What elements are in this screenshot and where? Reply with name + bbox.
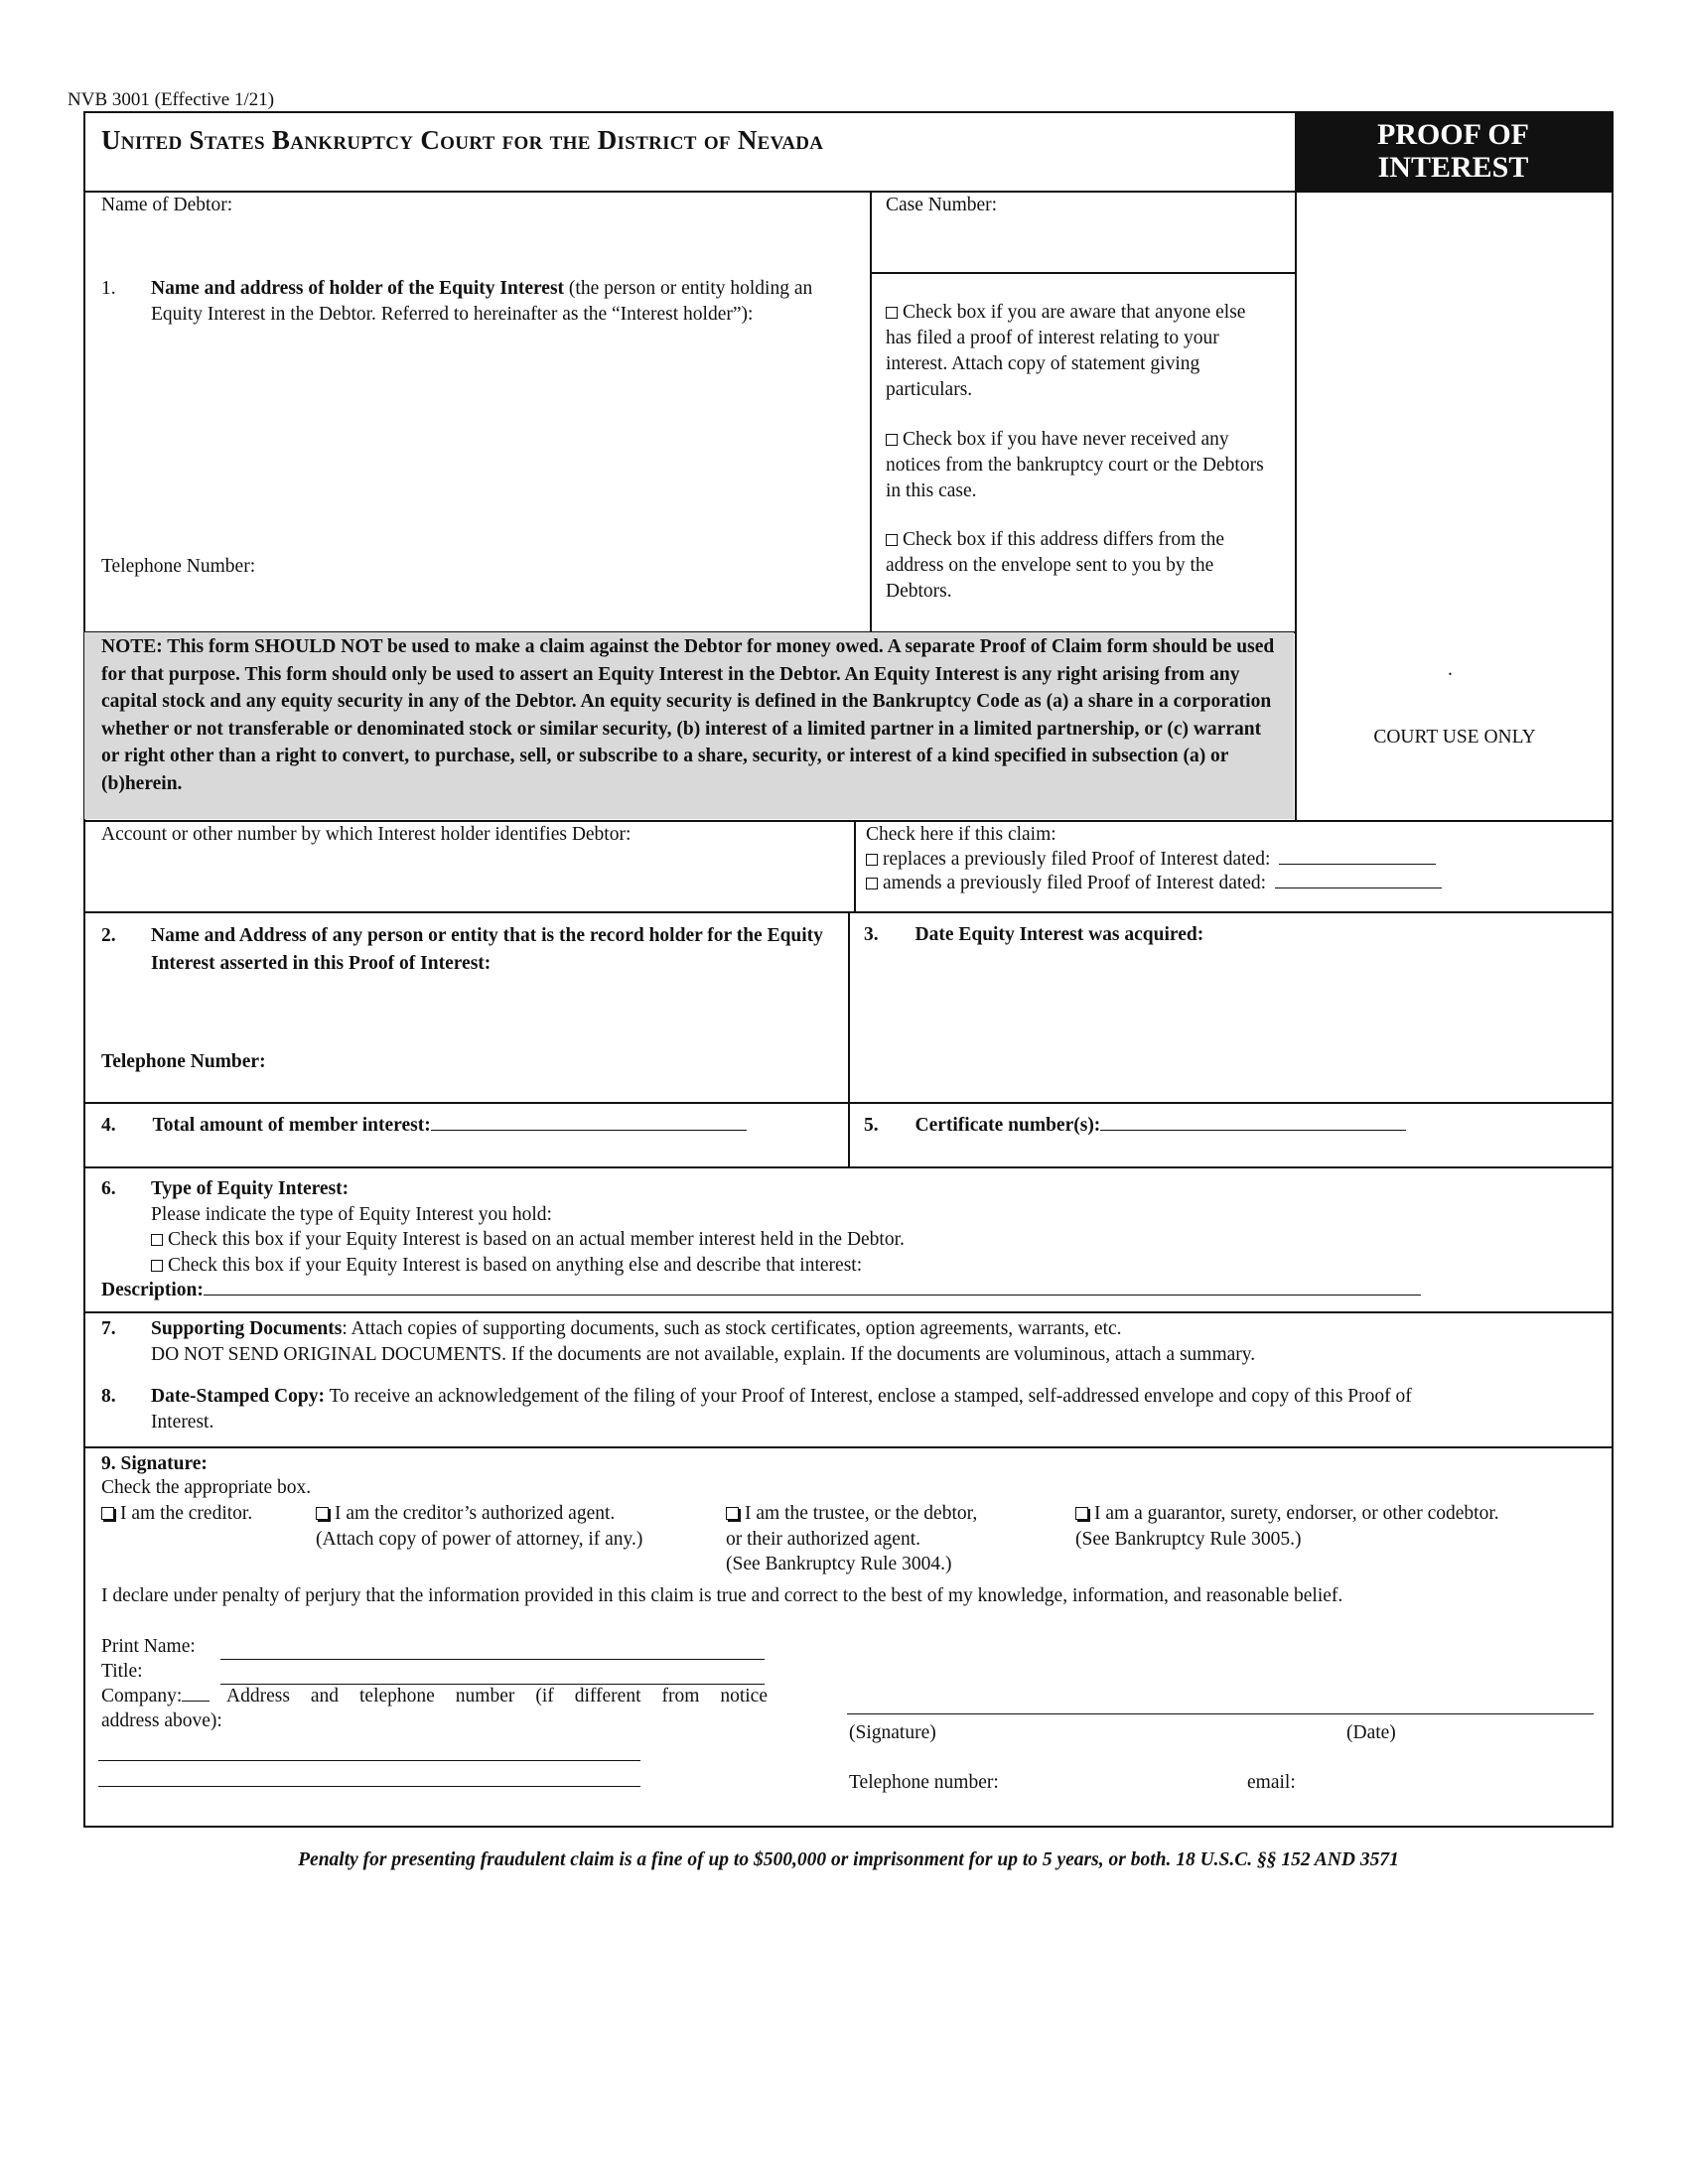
checkbox[interactable] bbox=[866, 878, 878, 889]
divider bbox=[83, 1446, 1614, 1448]
checkbox[interactable] bbox=[866, 854, 878, 866]
section-4-number: 4. bbox=[101, 1115, 116, 1136]
date-acquired-field[interactable] bbox=[862, 951, 1597, 1095]
section-2-telephone-label: Telephone Number: bbox=[101, 1051, 266, 1072]
section-8-text: To receive an acknowledgement of the filing of your Proof of Interest, enclose a stamped, self-addressed envelope and copy of this Proof of bbox=[324, 1386, 1412, 1407]
amends-label: amends a previously filed Proof of Interest dated: bbox=[883, 873, 1267, 893]
check-label: Check box if this address differs from the address on the envelope sent to you by the Debtors. bbox=[886, 529, 1225, 603]
divider bbox=[83, 191, 1614, 193]
telephone-label: Telephone number: bbox=[849, 1772, 999, 1793]
section-3 bbox=[864, 922, 1203, 948]
section-9-instruction: Check the appropriate box. bbox=[101, 1477, 312, 1498]
divider bbox=[870, 191, 872, 631]
proof-of-interest-badge bbox=[1295, 113, 1612, 191]
divider bbox=[83, 1311, 1614, 1313]
section-8 bbox=[101, 1384, 1591, 1434]
section-1 bbox=[101, 276, 866, 328]
section-1-number: 1. bbox=[101, 278, 116, 299]
section-1-title: Name and address of holder of the Equity Interest bbox=[151, 278, 565, 299]
check-address-differs bbox=[886, 527, 1273, 605]
court-use-only: COURT USE ONLY bbox=[1373, 727, 1536, 748]
checkbox[interactable] bbox=[316, 1507, 329, 1520]
option-guarantor bbox=[1075, 1501, 1499, 1552]
section-3-number: 3. bbox=[864, 924, 879, 945]
section-1-telephone-label: Telephone Number: bbox=[101, 556, 256, 577]
section-4-title: Total amount of member interest: bbox=[152, 1115, 431, 1136]
section-7-number: 7. bbox=[101, 1318, 116, 1339]
title-label: Title: bbox=[101, 1661, 143, 1682]
print-name-field[interactable] bbox=[220, 1659, 765, 1660]
option-note: (See Bankruptcy Rule 3004.) bbox=[726, 1554, 952, 1574]
section-6 bbox=[101, 1176, 1591, 1303]
checkbox[interactable] bbox=[886, 534, 898, 546]
option-label: Check this box if your Equity Interest is based on an actual member interest held in the Debtor. bbox=[168, 1229, 905, 1250]
option-note: (See Bankruptcy Rule 3005.) bbox=[1075, 1528, 1302, 1550]
section-7 bbox=[101, 1316, 1591, 1367]
option-label: I am a guarantor, surety, endorser, or other codebtor. bbox=[1094, 1503, 1499, 1524]
divider bbox=[870, 272, 1295, 274]
section-7-text: : Attach copies of supporting documents, such as stock certificates, option agreements, warrants, etc. bbox=[342, 1318, 1122, 1339]
option-label: I am the creditor’s authorized agent. bbox=[335, 1503, 616, 1524]
section-7-text-2: DO NOT SEND ORIGINAL DOCUMENTS. If the documents are not available, explain. If the documents are voluminous, attach a summary. bbox=[151, 1343, 1256, 1365]
section-2-title: Name and Address of any person or entity that is the record holder for the Equity Interest asserted in this Proof of Interest: bbox=[151, 925, 823, 974]
certificate-number-field[interactable] bbox=[1100, 1114, 1406, 1131]
account-number-field[interactable] bbox=[99, 846, 844, 905]
member-interest-field[interactable] bbox=[431, 1114, 747, 1131]
badge-line-2: INTEREST bbox=[1377, 151, 1529, 184]
signature-line[interactable] bbox=[847, 1713, 1594, 1714]
debtor-name-label: Name of Debtor: bbox=[101, 195, 233, 215]
section-9-title: 9. Signature: bbox=[101, 1453, 208, 1474]
check-label: Check box if you have never received any notices from the bankruptcy court or the Debtors in this case. bbox=[886, 428, 1264, 501]
option-note: (Attach copy of power of attorney, if any.) bbox=[316, 1528, 643, 1550]
signature-label: (Signature) bbox=[849, 1722, 936, 1743]
form-id: NVB 3001 (Effective 1/21) bbox=[68, 89, 275, 110]
check-no-notices bbox=[886, 427, 1273, 504]
declaration: I declare under penalty of perjury that the information provided in this claim is true and correct to the best of my knowledge, information, and reasonable belief. bbox=[101, 1585, 1343, 1606]
print-name-row bbox=[101, 1634, 196, 1660]
badge-line-1: PROOF OF bbox=[1376, 118, 1530, 151]
divider bbox=[854, 820, 856, 912]
option-label: Check this box if your Equity Interest is based on anything else and describe that interest: bbox=[168, 1254, 863, 1276]
amends-row bbox=[866, 871, 1442, 896]
description-label: Description: bbox=[101, 1280, 204, 1300]
section-5-title: Certificate number(s): bbox=[914, 1115, 1101, 1136]
section-1-desc: (the person or entity holding an Equity Interest in the Debtor. Referred to hereinafter as the “Interest holder”): bbox=[151, 278, 813, 325]
checkbox[interactable] bbox=[101, 1507, 114, 1520]
address-line-2[interactable] bbox=[98, 1786, 640, 1787]
company-row bbox=[101, 1684, 210, 1709]
penalty-notice: Penalty for presenting fraudulent claim is a fine of up to $500,000 or imprisonment for up to 5 years, or both. 18 U.S.C. §§ 152 AND 3571 bbox=[298, 1849, 1399, 1870]
account-number-label: Account or other number by which Interest holder identifies Debtor: bbox=[101, 824, 632, 845]
section-6-number: 6. bbox=[101, 1178, 116, 1199]
checkbox[interactable] bbox=[1075, 1507, 1088, 1520]
email-label: email: bbox=[1247, 1772, 1296, 1793]
section-8-text-2: Interest. bbox=[151, 1411, 214, 1433]
case-number-label: Case Number: bbox=[886, 195, 998, 215]
divider bbox=[83, 1166, 1614, 1168]
company-label: Company: bbox=[101, 1686, 183, 1706]
note-text: NOTE: This form SHOULD NOT be used to make a claim against the Debtor for money owed. A separate Proof of Claim form should be used for that purpose. This form should only be used to assert an Equity Interest in the Debtor. An Equity Interest is any right arising from any capital stock and any equity security in any of the Debtor. An equity security is defined in the Bankruptcy Code as (a) a share in a corporation whether or not transferable or denominated stock or similar security, (b) interest of a limited partner in a limited partnership, or (c) warrant or right other than a right to convert, to purchase, sell, or subscribe to a share, security, or interest of a kind specified in subsection (a) or (b)herein. bbox=[101, 636, 1275, 794]
section-1-checks bbox=[886, 300, 1273, 605]
section-5 bbox=[864, 1113, 1406, 1139]
check-other-filed bbox=[886, 300, 1273, 403]
description-field[interactable] bbox=[204, 1279, 1421, 1296]
date-label: (Date) bbox=[1346, 1722, 1396, 1743]
print-name-label: Print Name: bbox=[101, 1636, 196, 1657]
section-7-title: Supporting Documents bbox=[151, 1318, 343, 1339]
section-6-title: Type of Equity Interest: bbox=[151, 1178, 350, 1199]
address-line-1[interactable] bbox=[98, 1760, 640, 1761]
replaces-label: replaces a previously filed Proof of Interest dated: bbox=[883, 849, 1271, 870]
section-5-number: 5. bbox=[864, 1115, 879, 1136]
replaces-row bbox=[866, 847, 1436, 873]
section-8-title: Date-Stamped Copy: bbox=[151, 1386, 325, 1407]
section-3-title: Date Equity Interest was acquired: bbox=[914, 924, 1204, 945]
court-title: United States Bankruptcy Court for the District of Nevada bbox=[101, 125, 824, 155]
divider bbox=[83, 1102, 1614, 1104]
section-8-number: 8. bbox=[101, 1386, 116, 1407]
option-label: I am the trustee, or the debtor, bbox=[745, 1503, 978, 1524]
amends-date-field[interactable] bbox=[1275, 872, 1442, 888]
address-note-2: address above): bbox=[101, 1710, 222, 1731]
company-field[interactable] bbox=[182, 1685, 210, 1702]
divider bbox=[848, 911, 850, 1166]
court-use-dot: . bbox=[1448, 659, 1453, 680]
debtor-name-field[interactable] bbox=[99, 216, 859, 268]
section-6-instruction: Please indicate the type of Equity Interest you hold: bbox=[151, 1203, 552, 1225]
checkbox[interactable] bbox=[726, 1507, 739, 1520]
checkbox[interactable] bbox=[886, 307, 898, 319]
option-label-2: or their authorized agent. bbox=[726, 1528, 920, 1550]
section-2 bbox=[101, 922, 836, 978]
section-2-number: 2. bbox=[101, 925, 116, 946]
section-6-option-2 bbox=[151, 1253, 1591, 1279]
section-6-option-1 bbox=[151, 1227, 1591, 1253]
record-holder-field[interactable] bbox=[99, 981, 834, 1046]
section-4 bbox=[101, 1113, 747, 1139]
option-agent bbox=[316, 1501, 642, 1552]
check-here-label: Check here if this claim: bbox=[866, 824, 1056, 845]
replaces-date-field[interactable] bbox=[1279, 848, 1436, 865]
checkbox[interactable] bbox=[886, 434, 898, 446]
checkbox[interactable] bbox=[151, 1260, 163, 1272]
option-label: I am the creditor. bbox=[120, 1503, 253, 1524]
check-label: Check box if you are aware that anyone else has filed a proof of interest relating to your interest. Attach copy of statement giving particulars. bbox=[886, 302, 1246, 400]
checkbox[interactable] bbox=[151, 1234, 163, 1246]
case-number-field[interactable] bbox=[884, 216, 1286, 268]
holder-address-field[interactable] bbox=[99, 347, 859, 546]
option-creditor bbox=[101, 1501, 252, 1527]
option-trustee bbox=[726, 1501, 977, 1577]
address-note: Address and telephone number (if different from notice bbox=[226, 1686, 768, 1706]
